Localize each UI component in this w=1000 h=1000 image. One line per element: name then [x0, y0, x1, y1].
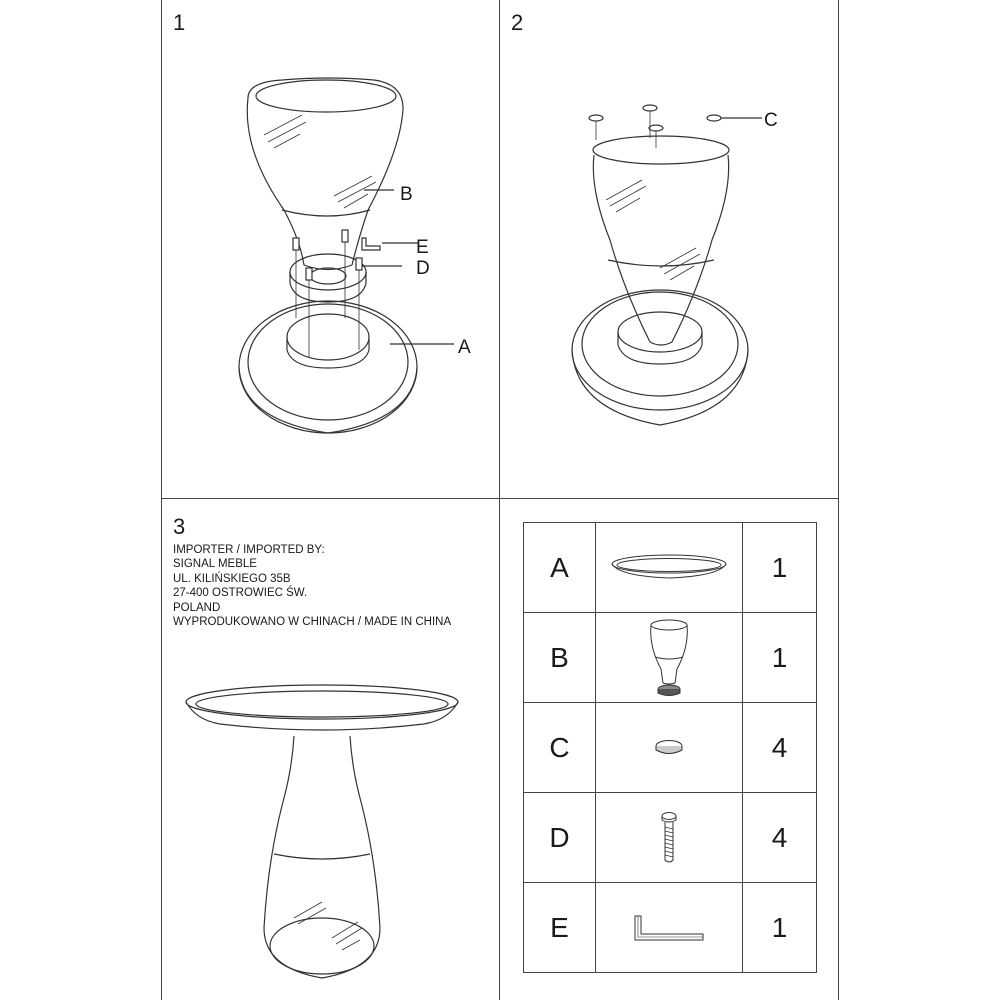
part-letter: C: [524, 703, 596, 793]
label-d: D: [416, 258, 430, 279]
importer-city: 27-400 OSTROWIEC ŚW.: [173, 587, 308, 600]
step-3-diagram: [162, 498, 501, 1000]
importer-company: SIGNAL MEBLE: [173, 558, 257, 571]
step-2-panel: [500, 0, 839, 499]
felt-pad-icon: [649, 736, 689, 760]
part-image: [596, 883, 743, 973]
part-letter: D: [524, 793, 596, 883]
part-image: [596, 703, 743, 793]
part-quantity: 4: [743, 793, 817, 883]
step-1-diagram: [162, 0, 501, 499]
step-number: 3: [173, 514, 186, 539]
importer-street: UL. KILIŃSKIEGO 35B: [173, 572, 291, 585]
felt-pads: [589, 105, 721, 131]
table-row: [524, 613, 817, 703]
step-number: 1: [173, 10, 186, 35]
label-e: E: [416, 237, 429, 258]
step-2-diagram: [500, 0, 839, 499]
label-b: B: [400, 184, 413, 205]
screw-icon: [657, 810, 681, 866]
step-number: 2: [511, 10, 524, 35]
allen-key: [362, 238, 380, 250]
label-c: C: [764, 110, 778, 131]
table-row: [524, 523, 817, 613]
parts-table: [523, 522, 817, 973]
step-3-panel: [161, 498, 500, 1000]
part-letter: B: [524, 613, 596, 703]
importer-origin: WYPRODUKOWANO W CHINACH / MADE IN CHINA: [173, 616, 452, 629]
tray-outer: [239, 301, 417, 433]
part-quantity: 4: [743, 703, 817, 793]
part-quantity: 1: [743, 613, 817, 703]
step-1-panel: [161, 0, 500, 499]
table-row: [524, 793, 817, 883]
part-quantity: 1: [743, 883, 817, 973]
allen-key-icon: [629, 910, 709, 946]
part-letter: E: [524, 883, 596, 973]
part-image: [596, 523, 743, 613]
base-body-icon: [639, 617, 699, 699]
part-image: [596, 613, 743, 703]
importer-country: POLAND: [173, 601, 221, 614]
part-quantity: 1: [743, 523, 817, 613]
tray-top-icon: [609, 548, 729, 588]
table-row: [524, 703, 817, 793]
screws: [293, 230, 362, 280]
part-letter: A: [524, 523, 596, 613]
part-image: [596, 793, 743, 883]
parts-list-panel: [500, 498, 839, 1000]
table-row: [524, 883, 817, 973]
importer-heading: IMPORTER / IMPORTED BY:: [173, 544, 325, 556]
label-a: A: [458, 337, 471, 358]
